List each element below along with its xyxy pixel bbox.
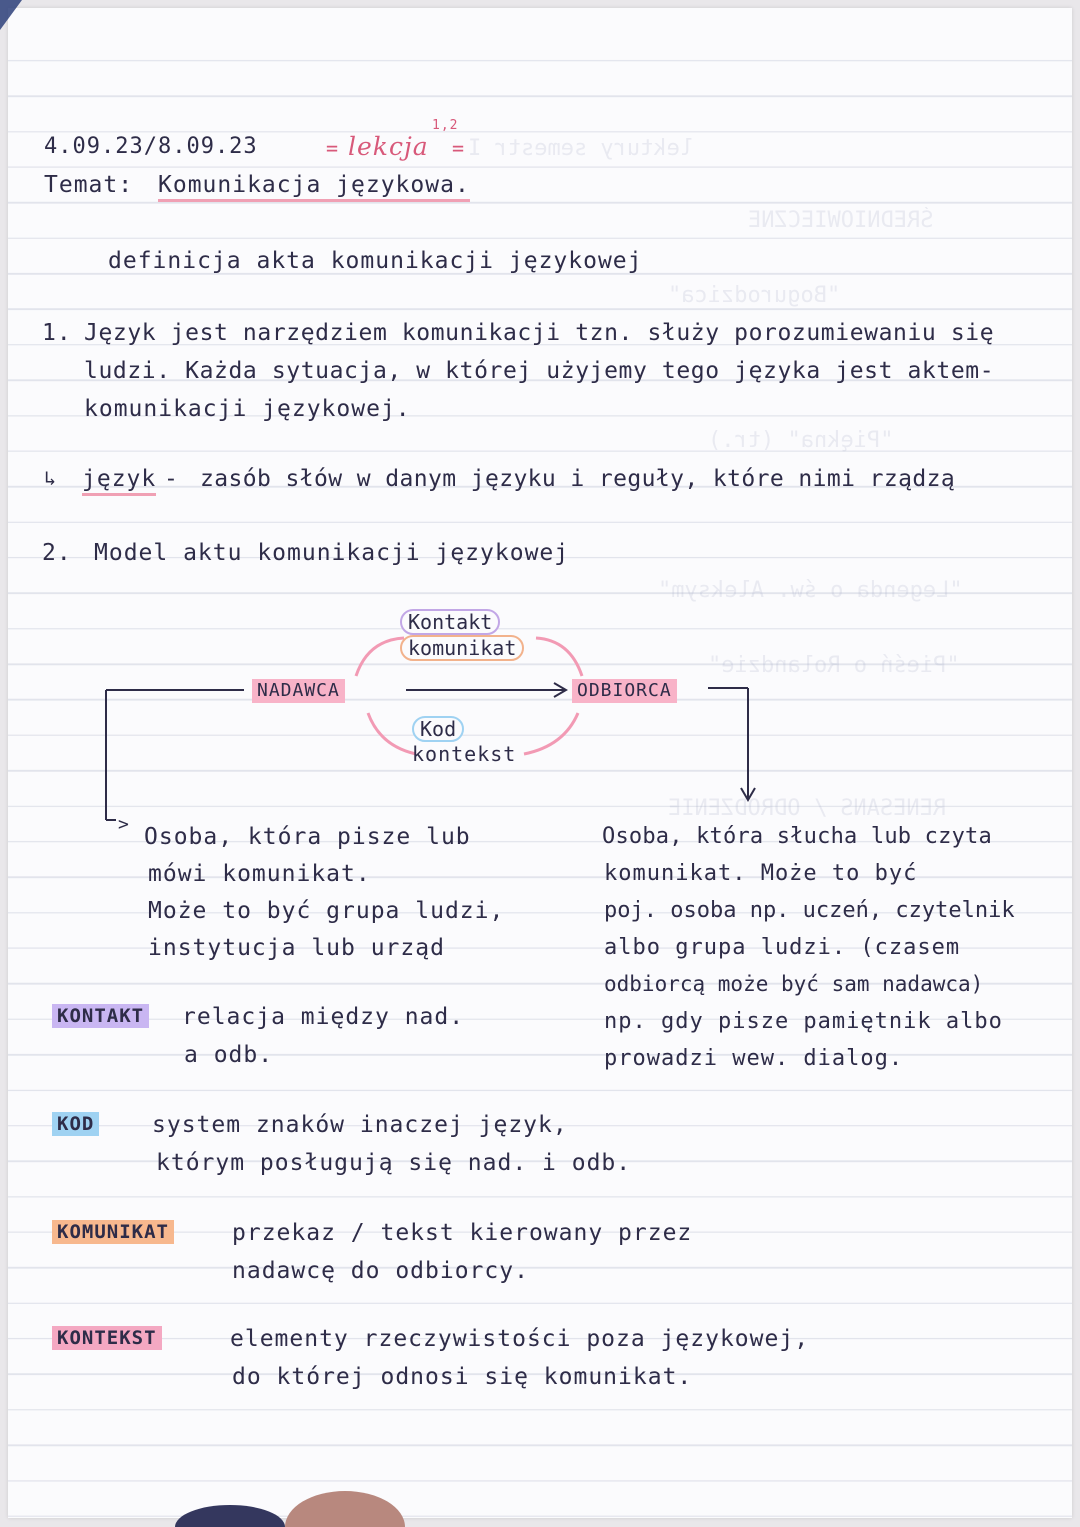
odbiorca-desc-line6: np. gdy pisze pamiętnik albo: [604, 1009, 1003, 1034]
bleed-through-decoration: RENESANS / ODRODZENIE: [668, 796, 947, 821]
nadawca-desc-line4: instytucja lub urząd: [148, 935, 445, 961]
topic-title: Komunikacja językowa.: [158, 172, 470, 202]
definition-kontekst-line1: elementy rzeczywistości poza językowej,: [230, 1326, 810, 1352]
diagram-odbiorca: ODBIORCA: [572, 679, 677, 703]
bleed-through-decoration: lektury semestr I: [468, 136, 694, 161]
diagram-komunikat: komunikat: [400, 635, 524, 661]
odbiorca-desc-line5: odbiorcą może być sam nadawca): [604, 972, 984, 996]
lesson-deco-right: =: [452, 136, 466, 160]
definition-kod-line2: którym posługują się nad. i odb.: [156, 1150, 632, 1176]
definition-komunikat-line1: przekaz / tekst kierowany przez: [232, 1220, 693, 1246]
bleed-through-decoration: "Bogurodzica": [668, 283, 841, 308]
odbiorca-desc-line3: poj. osoba np. uczeń, czytelnik: [604, 898, 1015, 923]
lesson-label: lekcja: [348, 132, 429, 161]
subtitle: definicja akta komunikacji językowej: [108, 248, 643, 274]
definition-term-kod: KOD: [52, 1112, 99, 1136]
nadawca-desc-line3: Może to być grupa ludzi,: [148, 898, 505, 924]
definition-term-kontekst: KONTEKST: [52, 1326, 162, 1350]
topic-label: Temat:: [44, 172, 134, 198]
odbiorca-desc-line1: Osoba, która słucha lub czyta: [602, 824, 992, 849]
point1-number: 1.: [42, 320, 72, 346]
definition-kontakt-line1: relacja między nad.: [182, 1004, 465, 1030]
odbiorca-desc-line2: komunikat. Może to być: [604, 861, 918, 886]
bleed-through-decoration: ŚREDNIOWIECZNE: [748, 208, 934, 233]
nadawca-desc-line2: mówi komunikat.: [148, 861, 371, 887]
diagram-kod: Kod: [412, 716, 464, 742]
nadawca-desc-line1: Osoba, która pisze lub: [144, 824, 471, 850]
lesson-deco-left: =: [326, 136, 340, 160]
definition-kod-line1: system znaków inaczej język,: [152, 1112, 568, 1138]
diagram-kontekst: kontekst: [412, 742, 517, 766]
definition-term-komunikat: KOMUNIKAT: [52, 1220, 174, 1244]
note-arrow: ↳: [44, 466, 58, 490]
point1-line1: Język jest narzędziem komunikacji tzn. służy porozumiewaniu się: [84, 320, 995, 346]
point2-number: 2.: [42, 540, 72, 566]
bleed-through-decoration: "Piękna" (tr.): [708, 428, 894, 453]
point1-line2: ludzi. Każda sytuacja, w której użyjemy tego języka jest aktem-: [84, 358, 995, 384]
note-term: język: [82, 466, 156, 496]
note-text: zasób słów w danym języku i reguły, które nimi rządzą: [200, 466, 956, 492]
nadawca-arrow: >: [118, 814, 130, 835]
point2-title: Model aktu komunikacji językowej: [94, 540, 570, 566]
bleed-through-decoration: "Legenda o św. Aleksym": [658, 578, 963, 603]
lesson-number: 1,2: [432, 118, 459, 133]
point1-line3: komunikacji językowej.: [84, 396, 411, 422]
note-dash: -: [164, 466, 179, 492]
definition-komunikat-line2: nadawcę do odbiorcy.: [232, 1258, 529, 1284]
diagram-nadawca: NADAWCA: [252, 679, 345, 703]
definition-kontekst-line2: do której odnosi się komunikat.: [232, 1364, 693, 1390]
bleed-through-decoration: "Pieśń o Rolandzie": [708, 653, 960, 678]
odbiorca-desc-line4: albo grupa ludzi. (czasem: [604, 935, 961, 960]
diagram-kontakt: Kontakt: [400, 609, 500, 635]
definition-kontakt-line2: a odb.: [184, 1042, 274, 1068]
odbiorca-desc-line7: prowadzi wew. dialog.: [604, 1046, 904, 1071]
lesson-date: 4.09.23/8.09.23: [44, 134, 258, 159]
definition-term-kontakt: KONTAKT: [52, 1004, 149, 1028]
